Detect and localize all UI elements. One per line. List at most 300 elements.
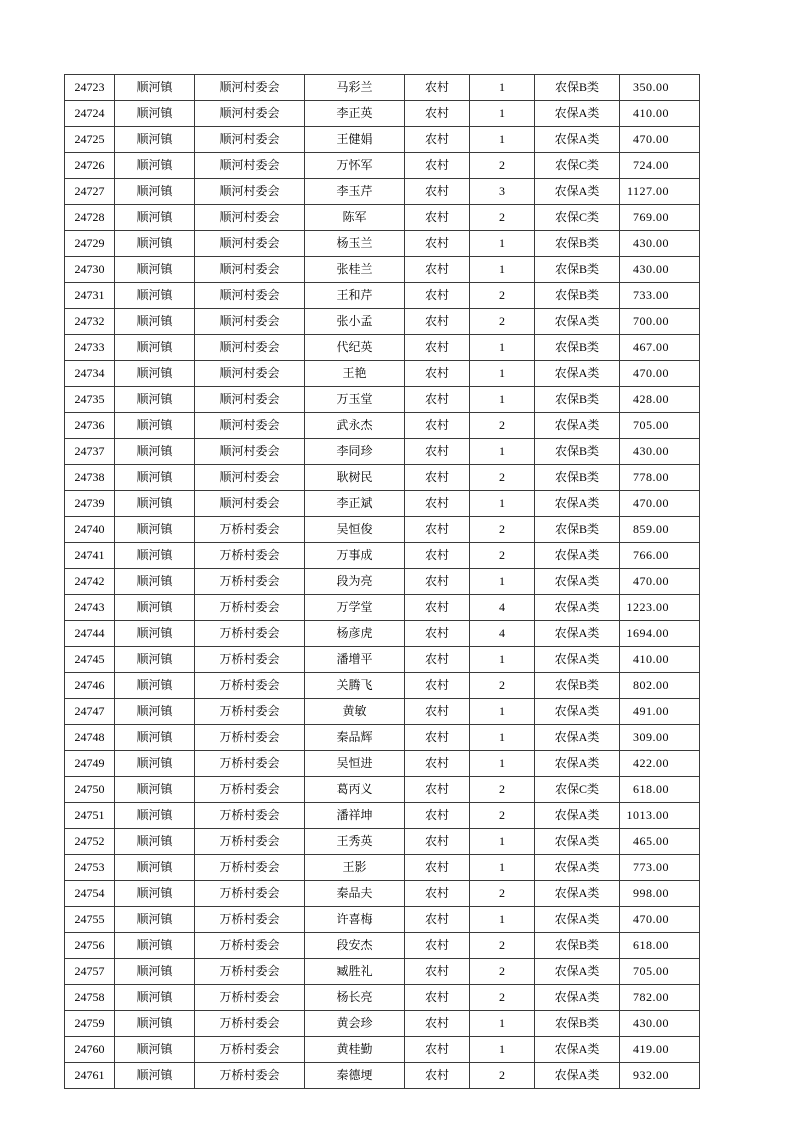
table-cell-amount: 766.00 [620,543,700,569]
table-cell-insurance_category: 农保B类 [535,673,620,699]
table-cell-id: 24737 [65,439,115,465]
table-row [65,75,700,101]
table-cell-name: 段为亮 [305,569,405,595]
table-cell-person_count: 1 [470,257,535,283]
table-cell-residence: 农村 [405,387,470,413]
table-cell-village: 顺河村委会 [195,335,305,361]
table-cell-name: 王健娟 [305,127,405,153]
table-cell-id: 24743 [65,595,115,621]
table-cell-name: 万事成 [305,543,405,569]
table-cell-name: 张桂兰 [305,257,405,283]
table-row [65,1037,700,1063]
table-row [65,413,700,439]
table-row [65,205,700,231]
table-row [65,699,700,725]
table-cell-id: 24729 [65,231,115,257]
table-cell-person_count: 1 [470,699,535,725]
table-row [65,569,700,595]
table-cell-amount: 470.00 [620,569,700,595]
table-row [65,725,700,751]
table-cell-residence: 农村 [405,361,470,387]
table-cell-residence: 农村 [405,985,470,1011]
table-cell-residence: 农村 [405,179,470,205]
table-cell-id: 24735 [65,387,115,413]
table-cell-person_count: 2 [470,803,535,829]
table-cell-town: 顺河镇 [115,101,195,127]
table-cell-residence: 农村 [405,959,470,985]
table-row [65,1011,700,1037]
table-cell-residence: 农村 [405,1011,470,1037]
table-cell-amount: 769.00 [620,205,700,231]
table-cell-id: 24746 [65,673,115,699]
table-cell-town: 顺河镇 [115,309,195,335]
table-cell-person_count: 2 [470,153,535,179]
table-cell-person_count: 1 [470,1037,535,1063]
table-cell-person_count: 1 [470,907,535,933]
table-cell-town: 顺河镇 [115,543,195,569]
table-cell-name: 段安杰 [305,933,405,959]
table-cell-town: 顺河镇 [115,1011,195,1037]
table-cell-town: 顺河镇 [115,1063,195,1089]
table-cell-town: 顺河镇 [115,907,195,933]
table-cell-name: 潘增平 [305,647,405,673]
table-cell-amount: 470.00 [620,361,700,387]
table-row [65,517,700,543]
table-cell-amount: 1127.00 [620,179,700,205]
table-cell-village: 顺河村委会 [195,257,305,283]
table-row [65,985,700,1011]
table-cell-town: 顺河镇 [115,751,195,777]
table-cell-town: 顺河镇 [115,699,195,725]
table-row [65,777,700,803]
table-cell-name: 黄会珍 [305,1011,405,1037]
table-cell-residence: 农村 [405,829,470,855]
table-cell-insurance_category: 农保A类 [535,543,620,569]
table-cell-amount: 782.00 [620,985,700,1011]
table-cell-village: 顺河村委会 [195,153,305,179]
table-cell-village: 顺河村委会 [195,231,305,257]
table-cell-town: 顺河镇 [115,127,195,153]
table-cell-town: 顺河镇 [115,725,195,751]
table-cell-name: 代纪英 [305,335,405,361]
table-cell-insurance_category: 农保A类 [535,985,620,1011]
table-cell-village: 万桥村委会 [195,855,305,881]
table-cell-id: 24733 [65,335,115,361]
table-cell-person_count: 3 [470,179,535,205]
table-cell-name: 秦品辉 [305,725,405,751]
table-cell-insurance_category: 农保B类 [535,439,620,465]
table-cell-amount: 410.00 [620,647,700,673]
table-cell-insurance_category: 农保A类 [535,699,620,725]
table-cell-id: 24751 [65,803,115,829]
table-cell-amount: 778.00 [620,465,700,491]
table-cell-town: 顺河镇 [115,803,195,829]
table-cell-residence: 农村 [405,335,470,361]
table-row [65,543,700,569]
table-cell-village: 万桥村委会 [195,803,305,829]
table-cell-town: 顺河镇 [115,569,195,595]
table-cell-person_count: 4 [470,595,535,621]
table-cell-insurance_category: 农保B类 [535,257,620,283]
table-cell-id: 24749 [65,751,115,777]
table-row [65,387,700,413]
table-cell-id: 24758 [65,985,115,1011]
table-cell-amount: 470.00 [620,907,700,933]
table-cell-id: 24742 [65,569,115,595]
table-cell-person_count: 1 [470,361,535,387]
table-cell-village: 万桥村委会 [195,1063,305,1089]
table-cell-residence: 农村 [405,933,470,959]
table-cell-village: 万桥村委会 [195,569,305,595]
table-cell-id: 24748 [65,725,115,751]
table-cell-insurance_category: 农保A类 [535,959,620,985]
table-cell-insurance_category: 农保A类 [535,829,620,855]
table-cell-town: 顺河镇 [115,465,195,491]
table-cell-amount: 1694.00 [620,621,700,647]
table-cell-person_count: 2 [470,881,535,907]
table-row [65,335,700,361]
table-cell-village: 顺河村委会 [195,101,305,127]
table-cell-name: 万怀军 [305,153,405,179]
table-cell-amount: 618.00 [620,777,700,803]
table-cell-id: 24739 [65,491,115,517]
table-row [65,361,700,387]
table-cell-id: 24738 [65,465,115,491]
table-cell-amount: 419.00 [620,1037,700,1063]
table-cell-town: 顺河镇 [115,777,195,803]
table-cell-insurance_category: 农保A类 [535,127,620,153]
table-cell-residence: 农村 [405,907,470,933]
table-cell-name: 李正斌 [305,491,405,517]
table-cell-residence: 农村 [405,205,470,231]
table-cell-id: 24760 [65,1037,115,1063]
table-cell-amount: 733.00 [620,283,700,309]
table-cell-id: 24747 [65,699,115,725]
table-cell-id: 24753 [65,855,115,881]
table-cell-amount: 998.00 [620,881,700,907]
table-cell-person_count: 2 [470,933,535,959]
table-cell-village: 顺河村委会 [195,309,305,335]
table-cell-residence: 农村 [405,751,470,777]
table-cell-amount: 773.00 [620,855,700,881]
table-cell-insurance_category: 农保A类 [535,647,620,673]
table-cell-village: 万桥村委会 [195,777,305,803]
table-cell-id: 24728 [65,205,115,231]
table-cell-name: 杨玉兰 [305,231,405,257]
table-cell-insurance_category: 农保A类 [535,1037,620,1063]
table-cell-person_count: 2 [470,673,535,699]
table-cell-insurance_category: 农保A类 [535,361,620,387]
table-cell-village: 万桥村委会 [195,985,305,1011]
table-cell-name: 秦德埂 [305,1063,405,1089]
table-cell-insurance_category: 农保C类 [535,777,620,803]
table-cell-village: 顺河村委会 [195,387,305,413]
table-cell-residence: 农村 [405,699,470,725]
table-cell-town: 顺河镇 [115,959,195,985]
table-cell-id: 24740 [65,517,115,543]
table-cell-amount: 428.00 [620,387,700,413]
table-cell-residence: 农村 [405,647,470,673]
table-cell-amount: 410.00 [620,101,700,127]
table-cell-id: 24725 [65,127,115,153]
table-cell-amount: 705.00 [620,959,700,985]
table-cell-insurance_category: 农保A类 [535,595,620,621]
table-cell-residence: 农村 [405,465,470,491]
table-cell-insurance_category: 农保A类 [535,491,620,517]
table-row [65,127,700,153]
table-cell-residence: 农村 [405,101,470,127]
table-cell-id: 24761 [65,1063,115,1089]
table-cell-amount: 491.00 [620,699,700,725]
table-cell-village: 顺河村委会 [195,205,305,231]
table-cell-residence: 农村 [405,673,470,699]
table-cell-person_count: 1 [470,101,535,127]
table-cell-town: 顺河镇 [115,179,195,205]
table-row [65,283,700,309]
table-cell-amount: 932.00 [620,1063,700,1089]
table-cell-insurance_category: 农保B类 [535,1011,620,1037]
table-cell-village: 万桥村委会 [195,881,305,907]
table-row [65,881,700,907]
table-cell-person_count: 2 [470,985,535,1011]
table-cell-person_count: 2 [470,1063,535,1089]
table-cell-village: 顺河村委会 [195,179,305,205]
table-cell-town: 顺河镇 [115,855,195,881]
table-cell-person_count: 1 [470,75,535,101]
table-cell-person_count: 2 [470,205,535,231]
table-cell-town: 顺河镇 [115,491,195,517]
table-cell-amount: 802.00 [620,673,700,699]
table-cell-id: 24723 [65,75,115,101]
table-cell-town: 顺河镇 [115,621,195,647]
table-cell-residence: 农村 [405,1037,470,1063]
table-cell-residence: 农村 [405,439,470,465]
table-cell-residence: 农村 [405,855,470,881]
table-cell-amount: 1013.00 [620,803,700,829]
table-row [65,309,700,335]
table-cell-id: 24755 [65,907,115,933]
table-cell-residence: 农村 [405,309,470,335]
table-cell-name: 耿树民 [305,465,405,491]
table-cell-residence: 农村 [405,491,470,517]
table-cell-town: 顺河镇 [115,1037,195,1063]
table-cell-amount: 705.00 [620,413,700,439]
table-cell-insurance_category: 农保A类 [535,1063,620,1089]
table-cell-village: 顺河村委会 [195,75,305,101]
table-cell-name: 潘祥坤 [305,803,405,829]
table-row [65,101,700,127]
table-cell-village: 万桥村委会 [195,1011,305,1037]
table-cell-insurance_category: 农保C类 [535,205,620,231]
table-cell-person_count: 1 [470,387,535,413]
table-cell-residence: 农村 [405,153,470,179]
table-row [65,491,700,517]
table-cell-town: 顺河镇 [115,985,195,1011]
table-cell-village: 顺河村委会 [195,283,305,309]
table-cell-residence: 农村 [405,803,470,829]
table-cell-insurance_category: 农保A类 [535,855,620,881]
table-cell-town: 顺河镇 [115,517,195,543]
table-cell-town: 顺河镇 [115,75,195,101]
table-cell-person_count: 1 [470,491,535,517]
table-cell-village: 万桥村委会 [195,933,305,959]
table-cell-insurance_category: 农保A类 [535,803,620,829]
table-cell-village: 万桥村委会 [195,517,305,543]
records-table [64,74,700,1089]
table-cell-id: 24750 [65,777,115,803]
table-cell-town: 顺河镇 [115,205,195,231]
table-cell-village: 万桥村委会 [195,673,305,699]
table-cell-person_count: 1 [470,725,535,751]
table-cell-amount: 470.00 [620,127,700,153]
table-cell-town: 顺河镇 [115,647,195,673]
table-cell-insurance_category: 农保B类 [535,75,620,101]
table-cell-insurance_category: 农保B类 [535,231,620,257]
table-cell-village: 顺河村委会 [195,127,305,153]
table-row [65,829,700,855]
table-row [65,595,700,621]
table-cell-person_count: 2 [470,543,535,569]
table-cell-name: 关腾飞 [305,673,405,699]
table-cell-residence: 农村 [405,231,470,257]
table-cell-name: 张小孟 [305,309,405,335]
table-cell-name: 杨彦虎 [305,621,405,647]
table-cell-person_count: 2 [470,309,535,335]
table-cell-amount: 430.00 [620,231,700,257]
table-row [65,803,700,829]
table-cell-person_count: 1 [470,829,535,855]
table-cell-name: 万学堂 [305,595,405,621]
table-row [65,1063,700,1089]
table-cell-person_count: 2 [470,959,535,985]
table-cell-person_count: 1 [470,569,535,595]
table-row [65,751,700,777]
table-cell-residence: 农村 [405,257,470,283]
table-cell-village: 顺河村委会 [195,465,305,491]
table-cell-name: 杨长亮 [305,985,405,1011]
table-cell-insurance_category: 农保A类 [535,413,620,439]
table-cell-name: 李同珍 [305,439,405,465]
table-cell-person_count: 1 [470,1011,535,1037]
table-cell-id: 24724 [65,101,115,127]
table-cell-name: 李正英 [305,101,405,127]
table-cell-name: 吴恒进 [305,751,405,777]
table-cell-residence: 农村 [405,569,470,595]
table-cell-name: 万玉堂 [305,387,405,413]
table-cell-person_count: 1 [470,335,535,361]
table-cell-insurance_category: 农保A类 [535,751,620,777]
table-cell-name: 王影 [305,855,405,881]
table-cell-insurance_category: 农保A类 [535,179,620,205]
table-cell-name: 陈军 [305,205,405,231]
table-cell-residence: 农村 [405,413,470,439]
table-cell-insurance_category: 农保A类 [535,881,620,907]
table-row [65,673,700,699]
table-cell-village: 顺河村委会 [195,361,305,387]
table-row [65,933,700,959]
table-cell-amount: 859.00 [620,517,700,543]
table-cell-village: 万桥村委会 [195,699,305,725]
table-cell-town: 顺河镇 [115,595,195,621]
table-cell-person_count: 4 [470,621,535,647]
table-cell-name: 吴恒俊 [305,517,405,543]
table-row [65,439,700,465]
table-cell-name: 葛丙义 [305,777,405,803]
table-row [65,153,700,179]
table-cell-insurance_category: 农保B类 [535,933,620,959]
table-cell-insurance_category: 农保A类 [535,621,620,647]
table-cell-town: 顺河镇 [115,361,195,387]
table-cell-name: 武永杰 [305,413,405,439]
table-cell-person_count: 2 [470,465,535,491]
table-cell-town: 顺河镇 [115,413,195,439]
table-cell-town: 顺河镇 [115,933,195,959]
table-cell-residence: 农村 [405,777,470,803]
table-cell-town: 顺河镇 [115,231,195,257]
table-cell-id: 24756 [65,933,115,959]
table-cell-village: 万桥村委会 [195,595,305,621]
table-cell-town: 顺河镇 [115,673,195,699]
table-row [65,257,700,283]
table-cell-town: 顺河镇 [115,153,195,179]
table-cell-person_count: 1 [470,751,535,777]
table-cell-village: 顺河村委会 [195,491,305,517]
table-cell-amount: 430.00 [620,1011,700,1037]
table-cell-id: 24726 [65,153,115,179]
table-cell-amount: 422.00 [620,751,700,777]
table-cell-person_count: 1 [470,855,535,881]
table-row [65,647,700,673]
table-cell-id: 24757 [65,959,115,985]
table-row [65,465,700,491]
table-cell-id: 24732 [65,309,115,335]
table-cell-amount: 1223.00 [620,595,700,621]
table-cell-insurance_category: 农保A类 [535,309,620,335]
table-cell-name: 臧胜礼 [305,959,405,985]
table-cell-insurance_category: 农保A类 [535,725,620,751]
table-cell-insurance_category: 农保A类 [535,569,620,595]
table-cell-id: 24744 [65,621,115,647]
records-table-body [65,75,700,1089]
table-cell-amount: 724.00 [620,153,700,179]
table-cell-town: 顺河镇 [115,829,195,855]
table-cell-insurance_category: 农保C类 [535,153,620,179]
table-cell-id: 24752 [65,829,115,855]
table-cell-insurance_category: 农保A类 [535,101,620,127]
table-cell-village: 万桥村委会 [195,725,305,751]
table-cell-name: 王艳 [305,361,405,387]
table-cell-name: 马彩兰 [305,75,405,101]
table-cell-name: 黄敏 [305,699,405,725]
table-cell-amount: 465.00 [620,829,700,855]
table-cell-village: 万桥村委会 [195,959,305,985]
table-cell-person_count: 2 [470,777,535,803]
table-row [65,855,700,881]
table-cell-amount: 618.00 [620,933,700,959]
table-cell-town: 顺河镇 [115,387,195,413]
table-cell-insurance_category: 农保B类 [535,335,620,361]
table-cell-id: 24727 [65,179,115,205]
table-cell-person_count: 1 [470,439,535,465]
table-row [65,621,700,647]
table-row [65,907,700,933]
table-row [65,959,700,985]
table-cell-village: 万桥村委会 [195,907,305,933]
table-cell-village: 万桥村委会 [195,751,305,777]
table-cell-residence: 农村 [405,881,470,907]
table-cell-id: 24745 [65,647,115,673]
table-cell-amount: 467.00 [620,335,700,361]
